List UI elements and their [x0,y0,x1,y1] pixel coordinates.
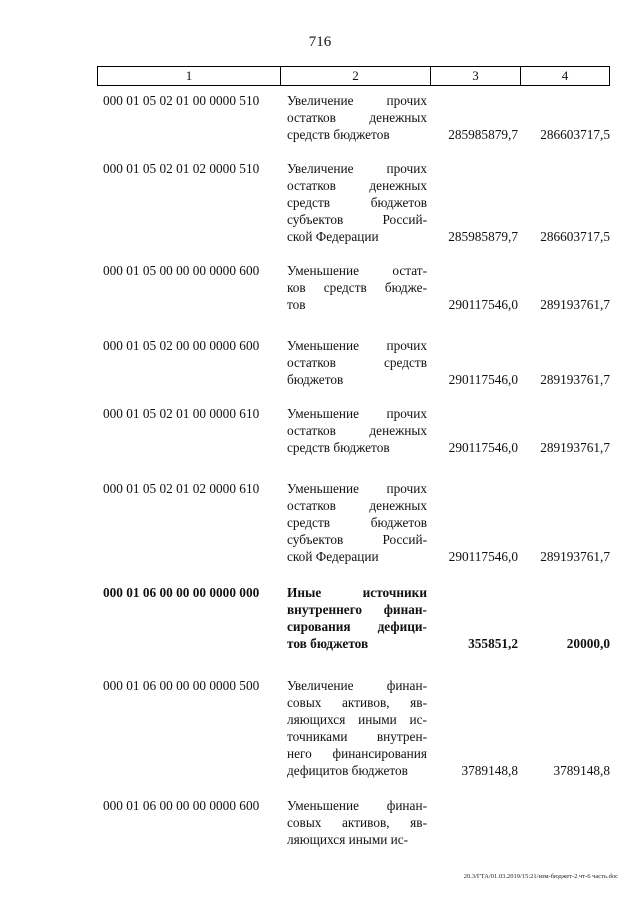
row-description [287,480,427,565]
row-description [287,797,427,848]
row-code: 000 01 06 00 00 00 0000 600 [103,798,260,813]
row-value-col4: 289193761,7 [540,372,610,387]
description-line: дефицитов бюджетов [287,763,408,778]
row-description [287,677,427,779]
description-line: Иные источники [287,585,427,600]
description-line: остатков денежных [287,498,427,513]
description-line: ской Федерации [287,229,379,244]
header-col-4: 4 [520,67,610,85]
description-line: внутреннего финан- [287,602,427,617]
row-value-col3: 285985879,7 [448,229,518,244]
row-code: 000 01 06 00 00 00 0000 000 [103,585,260,600]
row-code: 000 01 05 02 01 00 0000 610 [103,406,260,421]
description-line: ской Федерации [287,549,379,564]
description-line: бюджетов [287,372,344,387]
description-line: сирования дефици- [287,619,427,634]
description-line: ляющихся иными ис- [287,832,409,847]
description-line: Увеличение прочих [287,93,427,108]
row-code: 000 01 05 02 01 02 0000 510 [103,161,260,176]
description-line: Уменьшение финан- [287,798,427,813]
description-line: средств бюджетов [287,515,427,530]
description-line: совых активов, яв- [287,815,427,830]
row-value-col4: 20000,0 [566,636,610,651]
row-value-col4: 3789148,8 [553,763,610,778]
row-value-col3: 290117546,0 [448,440,518,455]
row-description [287,584,427,652]
description-line: ляющихся иными ис- [287,712,427,727]
row-code: 000 01 05 00 00 00 0000 600 [103,263,260,278]
description-line: средств бюджетов [287,195,427,210]
description-line: тов бюджетов [287,636,369,651]
description-line: остатков денежных [287,423,427,438]
description-line: остатков средств [287,355,427,370]
row-value-col4: 286603717,5 [540,127,610,142]
row-value-col4: 289193761,7 [540,549,610,564]
header-col-3: 3 [430,67,520,85]
row-code: 000 01 05 02 00 00 0000 600 [103,338,260,353]
description-line: тов [287,297,306,312]
description-line: средств бюджетов [287,440,390,455]
table-header [97,66,610,86]
description-line: Уменьшение прочих [287,481,427,496]
footer-file-path: 20.3/ГТА/01.03.2019/15:21/изм-бюджет-2 чт-6 часть.doc [463,873,618,880]
row-description [287,262,427,313]
description-line: субъектов Россий- [287,212,427,227]
header-col-1: 1 [97,67,280,85]
description-line: субъектов Россий- [287,532,427,547]
description-line: средств бюджетов [287,127,390,142]
description-line: остатков денежных [287,178,427,193]
description-line: Увеличение прочих [287,161,427,176]
description-line: ков средств бюдже- [287,280,427,295]
description-line: точниками внутрен- [287,729,427,744]
description-line: Уменьшение прочих [287,406,427,421]
description-line: Уменьшение прочих [287,338,427,353]
row-value-col3: 285985879,7 [448,127,518,142]
row-description [287,160,427,245]
header-col-2: 2 [280,67,430,85]
row-code: 000 01 06 00 00 00 0000 500 [103,678,260,693]
description-line: него финансирования [287,746,427,761]
row-code: 000 01 05 02 01 02 0000 610 [103,481,260,496]
row-value-col3: 3789148,8 [461,763,518,778]
row-value-col3: 290117546,0 [448,549,518,564]
row-value-col3: 290117546,0 [448,372,518,387]
description-line: остатков денежных [287,110,427,125]
row-value-col3: 355851,2 [468,636,518,651]
row-description [287,337,427,388]
description-line: совых активов, яв- [287,695,427,710]
row-value-col3: 290117546,0 [448,297,518,312]
row-description [287,405,427,456]
page-number: 716 [308,34,332,50]
description-line: Увеличение финан- [287,678,427,693]
row-description [287,92,427,143]
row-value-col4: 286603717,5 [540,229,610,244]
row-code: 000 01 05 02 01 00 0000 510 [103,93,260,108]
row-value-col4: 289193761,7 [540,440,610,455]
description-line: Уменьшение остат- [287,263,427,278]
row-value-col4: 289193761,7 [540,297,610,312]
